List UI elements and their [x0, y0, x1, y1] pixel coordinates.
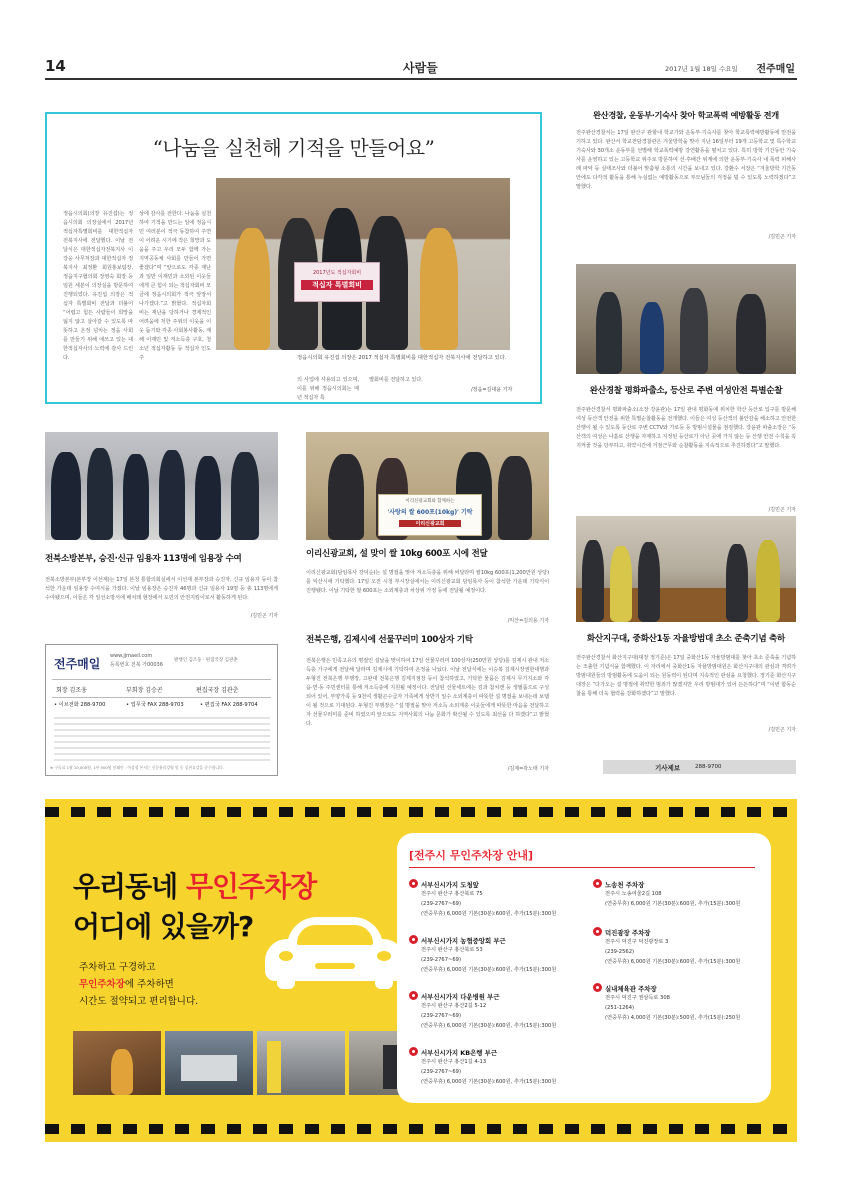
ad-top-stripe — [45, 807, 797, 817]
ad-title-highlight: 무인주차장 — [185, 870, 317, 903]
issue-date: 2017년 1월 18일 수요일 — [665, 65, 738, 73]
lead-photo — [216, 178, 510, 350]
lead-col-2: 상에 감사를 전한다. 나눔을 실천하여 기적을 만드는 일에 정읍시민 여러분이 적극 동참하여 주면 이 어려운 시기에 작은 희망과 도움을 주고 우리 모두 함께 가는 지역공동체 사회를 만들어 가면 좋겠다”며 “앞으로도 각종 재난과 일반 이재민과 소외된 이웃들에게 큰 힘이 되는 적십자회비 모금에 정읍시의회가 적극 앞장서 나가겠다.”고 밝혔다. 적십자회비는 재난을 당하거나 경제적인 어려움에 처한 주위의 이웃을 이웃 돕기와 각종 사회봉사활동, 재해 이재민 및 저소득층 구호, 청소년 적십자활동 등 적십자 인도주 — [139, 211, 211, 361]
ad-photo-1 — [73, 1031, 161, 1095]
lot-name: 서부신시가지 농협중앙회 부근 — [421, 937, 506, 945]
paper-name: 전주매일 — [756, 64, 795, 75]
lead-headline: “나눔을 실천해 기적을 만들어요” — [152, 136, 435, 160]
lot-address: 전주시 완산구 홍산1길 4-13 — [421, 1059, 487, 1065]
masthead-tel-1: • 이브전화 288-9700 — [54, 702, 106, 708]
ad-sub-2: 에 주차하면 — [124, 979, 174, 990]
ad-bottom-stripe — [45, 1124, 797, 1134]
lot-phone: (239-2767~69) — [421, 1013, 461, 1019]
lot-name: 노송천 주차장 — [605, 881, 645, 889]
lot-name: 덕진광장 주차장 — [605, 929, 651, 937]
location-pin-icon — [409, 1047, 418, 1056]
lot-item — [409, 935, 589, 991]
location-pin-icon — [593, 927, 602, 936]
lot-address: 전주시 덕진구 덕진광장로 3 — [605, 939, 669, 945]
article-body: 전북은행은 민족고유의 명절인 설날을 맞이하여 17일 선물꾸러미 100상자(250만원 상당)를 김제시 관내 저소득층 가구에게 전달해 달라며 김제시에 기탁하여 온정을 나눴다. 이날 전달식에는 이승복 김제시장권한대행과 두형진 전북은행 부행장, 고완대 전북은행 김제지점장 등이 참석하였고, 기탁한 물품은 김제시 무기지소와 각 읍·면·동 주민센터를 통해 저소득층에 지원될 예정이다. 전달된 선물세트에는 김과 참치캔 등 생필품으로 구성되어 있어, 부양가족 등 9천여 생활곤수급자 가족에게 상반기 일수 소외계층이 따뜻한 설 명절을 보내는데 보탬이 될 것으로 기대된다. 두형진 부행장은 “설 명절을 맞아 저소득 소외계층 이웃들에게 따뜻한 마음을 전달하고자 선물꾸러미를 준비 하였으며 앞으로도 지역사회의 나눔 문화가 확산될 수 있도록 최선을 다 하겠다”고 밝혔다. — [306, 658, 549, 727]
article-bank — [306, 633, 549, 775]
article-headline: 화산지구대, 중화산1동 자율방범대 초소 준축기념 축하 — [586, 634, 786, 644]
banner-line-1: 2017년도 적십자회비 — [312, 270, 362, 276]
ad-sub-1: 주차하고 구경하고 — [79, 962, 156, 973]
article-fire-dept — [45, 552, 278, 632]
lot-item — [409, 1047, 589, 1103]
lot-item — [409, 991, 589, 1047]
donation-sign — [378, 494, 482, 536]
lot-fee: (연중무휴) 6,000원 기본(30분):600원, 추가(15분):300원 — [421, 1023, 557, 1029]
article-headline: 전북소방본부, 승진·신규 임용자 113명에 임용장 수여 — [45, 554, 242, 564]
lot-name: 실내체육관 주차장 — [605, 985, 657, 993]
article-byline: /김민곤 기자 — [768, 727, 796, 733]
sign-line-3: 이리신광교회 — [399, 520, 461, 527]
article-body: 전주완산경찰서는 17일 완산구 관할내 학교가와 운동부·기숙사를 찾아 학교폭력예방활동에 만전을 기하고 있다. 완산서 학교전담경찰관은 겨울방학을 맞아 지난 16일부터 19개 고등학교 및 특수학교 기숙사와 30개소 운동부를 선별해 학교폭력예방 강연활동을 펼치고 있다. 특히 방학 기간동안 기숙사를 운영하고 있는 고등학교 위주로 방문하여 선·후배간 위계에 의한 운동부·기숙사 내 폭력 피해사례 파악 등 실태조사와 더불어 맞춤형 소통의 시간을 보내고 있다. 강환수 서장은 “겨울방학 기간동안에도 다각적 활동을 통해 누실없는 예방활동으로 부모님들의 걱정을 덜 수 있도록 노력하겠다”고 말했다. — [576, 130, 796, 190]
lot-fee: (연중무휴) 6,000원 기본(30분):600원, 추가(15분):300원 — [421, 911, 557, 917]
lot-phone: (251-1264) — [605, 1005, 635, 1011]
section-title: 사람들 — [403, 61, 438, 75]
lead-col-4: 별회비를 전달하고 있다. — [369, 377, 423, 383]
lot-phone: (239-2767~69) — [421, 901, 461, 907]
article-byline: /김제=곽노태 기자 — [507, 766, 549, 772]
article-byline: /김민곤 기자 — [250, 613, 278, 619]
article-body: 이리신광교회(담임목사 강덕순)는 설 명절을 맞아 저소득층을 위해 써달라며 쌀10kg 600포(1,200만원 상당)를 익산시에 기탁했다. 17일 오전 시청 부시장실에서는 이리신광교회 담임목사 등이 참석한 가운데 기탁식이 진행됐다. 이날 기탁한 쌀 600포는 소외계층과 차상위 가정 등에 전달될 예정이다. — [306, 570, 549, 594]
masthead-footer: ※ 구독료 1월 10,000원, 1부 500원 인쇄인 : 이상철 본지는 신문윤리강령 및 동 실천요강을 준수합니다. — [50, 765, 224, 770]
church-donation-photo — [306, 432, 549, 540]
tip-number: 288-9700 — [695, 764, 722, 770]
banner-line-2: 적십자 특별회비 — [301, 280, 373, 290]
lot-name: 서부신시가지 도청앞 — [421, 881, 479, 889]
masthead-reg: 등록번호 전북 가00036 — [110, 662, 163, 668]
lot-address: 전주시 완산구 홍산북로 75 — [421, 891, 483, 897]
article-byline: /김민곤 기자 — [768, 507, 796, 513]
location-pin-icon — [409, 935, 418, 944]
lot-name: 서부신시가지 다운병원 부근 — [421, 993, 500, 1001]
masthead-vp: 부회장 김승곤 — [126, 687, 163, 694]
article-body: 전북소방본부(본부장 이선재)는 17일 본청 통합의회실에서 이선재 본부장과 승진자, 신규 임용자 등이 참석한 가운데 임용장 수여식을 가졌다. 이날 임용장은 승진자 46명과 신규 임용자 19명 등 총 113명에게 수여됐으며, 이들은 각 일선소방서에 배치돼 현장에서 도민의 안전지킴이로서 활동하게 된다. — [45, 577, 278, 601]
ad-sub-highlight: 무인주차장 — [79, 979, 125, 990]
fire-ceremony-photo — [45, 432, 278, 540]
lot-phone: (239-2767~69) — [421, 1069, 461, 1075]
masthead-tel-3: • 편집국 FAX 288-9704 — [200, 702, 258, 708]
article-byline: /익산=김의용 기자 — [507, 618, 549, 624]
masthead-editor: 편집국장 김관춘 — [196, 687, 239, 694]
ad-photo-2 — [165, 1031, 253, 1095]
location-pin-icon — [409, 991, 418, 1000]
article-byline: /김민곤 기자 — [768, 234, 796, 240]
guide-title: [전주시 무인주차장 안내] — [409, 849, 533, 862]
lead-col-3: 의 사업에 사용되고 있으며, 이를 위해 정읍시의회는 매년 적십자 특 — [297, 377, 359, 401]
page-number: 14 — [45, 57, 66, 75]
right-lot-list — [593, 879, 765, 1039]
lot-item — [593, 983, 765, 1039]
masthead-box — [45, 644, 278, 776]
lot-fee: (연중무휴) 4,000원 기본(30분):500원, 추가(15분):250원 — [605, 1015, 741, 1021]
lead-byline: /정읍=김대윤 기자 — [471, 387, 513, 393]
lot-name: 서부신시가지 KB은행 부근 — [421, 1049, 498, 1057]
article-school-violence — [576, 110, 796, 258]
masthead-bureaus — [54, 713, 270, 763]
lead-col-1: 정읍시의회(의장 유진섭)는 정읍시의회 의장실에서 2017년 적십자특별회비를 대한적십자 전북지사에 전달했다. 이날 전달식은 대한적십자전북지사 이강웅 사무처장과 대한적십자 정북지사 최정환 회원홍보팀장, 정읍지구협의회 장영숙 회장 등 임원 세분이 의장실을 방문하여 진행되었다. 유진섭 의장은 적십자 특별회비 전달과 더불어 “어렵고 힘든 사람들이 희망을 잃지 않고 살아갈 수 있도록 따뜻하고 온정 넘치는 정읍 사회를 만들기 위해 애쓰고 있는 대한적십자사의 노력에 감사 드린다. — [63, 211, 133, 361]
lead-story — [45, 112, 542, 404]
lot-phone: (239-2562) — [605, 949, 635, 955]
ad-sub-2-line — [79, 976, 174, 990]
location-pin-icon — [593, 983, 602, 992]
page-header — [45, 56, 797, 80]
police-patrol-photo — [576, 264, 796, 374]
guide-title-rule — [409, 867, 755, 868]
article-headline: 전북은행, 김제시에 선물꾸러미 100상자 기탁 — [306, 635, 473, 645]
article-headline: 완산경찰, 운동부·기숙사 찾아 학교폭력 예방활동 전개 — [593, 110, 779, 120]
sign-line-2: '사랑의 쌀 600포(10kg)' 기탁 — [387, 509, 473, 516]
lot-address: 전주시 완산구 홍산2길 5-12 — [421, 1003, 487, 1009]
lot-item — [409, 879, 589, 935]
lead-caption: 정읍시의회 유진섭 의장은 2017 적십자 특별회비를 대한적십자 전북지사에 전달하고 있다. — [297, 355, 507, 361]
masthead-name: 전주매일 — [54, 657, 101, 671]
masthead-right: 발행인 김조웅 · 편집국장 김관춘 — [174, 658, 238, 663]
donation-banner — [294, 262, 380, 302]
location-pin-icon — [409, 879, 418, 888]
article-hiking-patrol — [576, 384, 796, 524]
tip-label: 기사제보 — [655, 764, 681, 772]
lot-item — [593, 927, 765, 983]
article-church — [306, 547, 549, 623]
sign-line-1: 이리신광교회와 함께하는 — [405, 499, 455, 504]
ad-title-2: 어디에 있을까? — [73, 910, 254, 943]
lot-phone: (239-2767~69) — [421, 957, 461, 963]
lot-fee: (연중무휴) 6,000원 기본(30분):600원, 추가(15분):300원 — [421, 967, 557, 973]
article-headline: 완산경찰 평화파출소, 등산로 주변 여성안전 특별순찰 — [589, 386, 783, 396]
left-lot-list — [409, 879, 589, 1103]
patrol-post-photo — [576, 516, 796, 622]
article-body: 전주완산경찰서 평화파출소(소장 강윤관)는 17일 관내 평화동에 위치한 학산 등산로 입구를 방문해 여성 등산객 안전을 위한 특별순찰활동을 전개했다. 이들은 여성 등산객의 불안감을 해소하고 안전한 산행이 될 수 있도록 등산로 주변 CCTV와 가로등 등 방범시설물을 점검했다. 강윤관 파출소장은 “등산객의 여성은 나홀로 산행을 자제하고 지정된 등산로가 아닌 곳에 가지 않는 등 산행 안전 수칙을 꼭 지켜줄 것을 당부하고, 취약시간에 거점근무와 순찰활동을 지속적으로 추진하겠다”고 말했다. — [576, 407, 796, 449]
parking-guide-panel — [397, 833, 771, 1103]
ad-title-line-1 — [73, 865, 316, 905]
article-volunteer-post — [576, 632, 796, 744]
masthead-tel-2: • 업무국 FAX 288-9703 — [126, 702, 184, 708]
article-body: 전주완산경찰서 화산지구대(대장 정기준)은 17일 중화산1동 자율방범대를 찾아 초소 준축을 기념하는 조촐한 기념식을 함께했다. 이 자리에서 중화산1동 자율방범대원은 화산지구대의 관심과 격려가 방범대원들의 방범활동에 도움이 되는 원동력이 된다며 지속적인 관심을 요청했다. 정기준 화산지구대장은 “다가오는 설 명절에 취약한 범죄가 많겠지만 우리 방범대가 있어 든든하다”며 “이번 합동순찰을 통해 더욱 협력을 강화하겠다”고 말했다. — [576, 655, 796, 697]
lot-address: 전주시 완산구 홍산북로 53 — [421, 947, 483, 953]
masthead-url: www.jjmaeil.com — [110, 653, 153, 659]
car-illustration — [265, 909, 405, 989]
ad-photo-3 — [257, 1031, 345, 1095]
lot-address: 전주시 노송여울2길 108 — [605, 891, 662, 897]
ad-title-1: 우리동네 — [73, 870, 178, 903]
lot-address: 전주시 덕진구 권삼득로 308 — [605, 995, 670, 1001]
location-pin-icon — [593, 879, 602, 888]
article-headline: 이리신광교회, 설 맞이 쌀 10kg 600포 시에 전달 — [306, 549, 488, 559]
lot-fee: (연중무휴) 6,000원 기본(30분):600원, 추가(15분):300원 — [421, 1079, 557, 1085]
parking-ad — [45, 799, 797, 1142]
masthead-publisher: 회장 김조웅 — [56, 687, 87, 694]
ad-sub-3: 시간도 절약되고 편리합니다. — [79, 996, 199, 1007]
lot-fee: (연중무휴) 6,000원 기본(30분):600원, 추가(15분):300원 — [605, 959, 741, 965]
news-tip-box — [603, 760, 796, 774]
lot-item — [593, 879, 765, 927]
lot-fee: (연중무휴) 6,000원 기본(30분):600원, 추가(15분):300원 — [605, 901, 741, 907]
